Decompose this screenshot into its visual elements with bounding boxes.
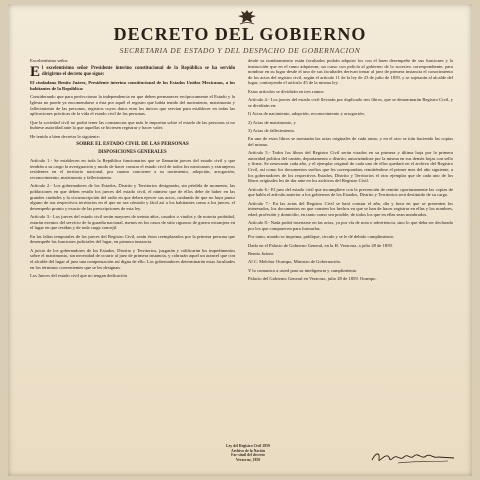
right-paragraph-16: Y lo comunico a usted para su inteligencia y cumplimiento. (248, 267, 358, 273)
footer-imprint (178, 444, 318, 462)
preamble-paragraph: El ciudadano Benito Juárez, Presidente interino constitucional de los Estados Unidos Mexicanos, a los habitantes de la República: (30, 80, 235, 91)
drop-cap-letter: E (30, 64, 41, 81)
right-paragraph-5: 2) Actas de matrimonio, y (248, 119, 296, 125)
right-paragraph-13: Dado en el Palacio de Gobierno General, en la H. Veracruz, a julio 28 de 1859. (248, 242, 393, 248)
footer-line-3: Fac-símil del decreto (231, 453, 265, 458)
right-paragraph-15: Al C. Melchor Ocampo, Ministro de Gobernación. (248, 259, 342, 265)
salutation: Excelentísimo señor. (30, 58, 69, 63)
article-3: Artículo 3.- Los jueces del estado civil serán mayores de treinta años, casados o viudos y de notoria probidad, estarán exentos del servicio de la guardia nacional, menos en los casos de sitio riguroso de guerra extranjera en el lugar en que residan y de toda carga concejil. (30, 214, 235, 231)
handwritten-signature (368, 446, 458, 468)
left-text-column (30, 58, 235, 444)
section-subheading: DISPOSICIONES GENERALES (98, 150, 167, 156)
right-paragraph-8: Artículo 5.- Todos los libros del Registro Civil serán visados en su primera y última hoja por la primera autoridad política del cantón, departamento o distrito, autorizándose por la misma en sus demás hojas con sello y firma. Se renovarán cada año, y el ejemplar original de cada uno de ellos quedará en el archivo del Registro Civil, así como los documentos sueltos que les correspondan, remitiéndose el primer mes del año siguiente, a los gobernadores de los respectivos Estados, Distrito y Territorios el otro ejemplar que de cada uno de los libros originales les de dar ante en los archivos del Registro Civil. (248, 150, 453, 184)
decree-title: DECRETO DEL GOBIERNO (113, 24, 367, 44)
decree-sheet (8, 4, 472, 476)
right-paragraph-4: I) Actas de nacimiento, adopción, reconocimiento y arrogación. (248, 111, 365, 117)
right-text-column (248, 58, 453, 444)
article-2: Artículo 2.- Los gobernadores de los Estados, Distrito y Territorios designarán, sin pérdida de momento, las poblaciones en que deben residir los jueces del estado civil, el número que de ellos debe de haber en las grandes ciudades y la circunscripción del radio en que deben ejercer sus actos, cuidando de que no haya punto alguno de sus respectivos territorios en el que no sea cómodo y fácil así a los habitantes como a los jueces, el desempeño pronto y exacto de las prescripciones de esta ley. (30, 183, 235, 211)
article-paragraph-5: A juicio de los gobernadores de los Estados, Distrito y Territorios, juzgarán y calificarán los impedimentos sobre el matrimonio, sin necesidad de ocurrir al juez de primera instancia, y cobrarán aquel un arancel que con el alcalde del lugar al juez una compensación así digna de ello. Los gobernadores determinarán estas facultades en los términos convenientes que se les designan. (30, 247, 235, 270)
article-paragraph-4: En las faltas temporales de los jueces del Registro Civil, serán éstos reemplazados por la primera persona que desempeñe las funciones judiciales del lugar, en primera instancia. (30, 233, 235, 245)
right-paragraph-14: Benito Juárez. (248, 250, 275, 256)
footer-line-1: Ley del Registro Civil 1859 (226, 444, 270, 448)
right-paragraph-2: Estos artículos se dividirán en tres ramos: (248, 88, 325, 94)
right-paragraph-9: Artículo 6.- El juez del estado civil que incumpliere con la prevención de remitir oportunamente las copias de que habla el artículo anterior a los gobiernos de los Estados, Distrito y Territorios será destituido de su cargo. (248, 186, 453, 198)
article-paragraph-6: Los Jueces del estado civil que no tengan dedicación (30, 272, 127, 278)
right-paragraph-10: Artículo 7.- En las actas del Registro Civil se hará constar el año, día y hora en que se presenten los interesados, los documentos en que consten los hechos en que se han de hacer registrar en ellas y los nombres, edad, profesión y domicilio, en tanto como sea posible, de todos los que en ellas sean nombrados. (248, 200, 453, 217)
right-paragraph-1: desde su nombramiento están facultados podrán adquirir los con el buen desempeño de sus funciones y la instrucción que en el ramo adquieran, un curso con policía al gobierno de lo sucesivo correspondiente, para nombrar en su lugar desde el uno de sus facultades derivan tomar al juez de primera instancia el conocimiento de los actos del registro civil, según el artículo 11 de la ley de 23 de julio de 1859, y se sujetarán al alcalde del lugar, contrayendo el artículo 45 de la misma ley. (248, 58, 453, 86)
considerando-1: Considerando que para perfeccionar la independencia en que deben permanecer recíprocamente el Estado y la Iglesia no puede ya encomendarse a ésta por aquél el registro que había tenido del nacimiento, matrimonio y fallecimiento de las personas, registros cuyos datos eran los únicos que servían para establecer en todas las aplicaciones prácticas de la vida el estado civil de las personas. (30, 94, 235, 117)
opening-text: l excelentísimo señor Presidente interino constitucional de la República se ha servido dirigirme el decreto que sigue: (42, 66, 235, 77)
article-1: Artículo 1.- Se establecen en toda la República funcionarios que se llamarán jueces del estado civil y que tendrán a su cargo la averiguación y modo de hacer constar el estado civil de todos los mexicanos y extranjeros residentes en el territorio nacional, por cuanto concierne a su nacimiento, adopción, arrogación, reconocimiento, matrimonio y fallecimiento. (30, 158, 235, 181)
section-heading: SOBRE EL ESTADO CIVIL DE LAS PERSONAS (76, 141, 189, 148)
right-paragraph-11: Artículo 8.- Nada podrá insertarse en las actas, ya por vía de nota o advertencia, sino lo que deba ser declarado por los que comparecen para formarlas. (248, 220, 453, 231)
decree-subtitle: SECRETARIA DE ESTADO Y DEL DESPACHO DE GOBERNACION (119, 46, 361, 55)
right-paragraph-3: Artículo 4.- Los jueces del estado civil llevarán por duplicado tres libros, que se denominarán Registro Civil, y se dividirán en: (248, 97, 453, 108)
right-paragraph-12: Por tanto, mando se imprima, publique, circule y se le dé debido cumplimiento. (248, 234, 395, 240)
right-paragraph-7: En uno de estos libros se asentarán las actas originales de cada ramo, y en el otro se irán haciendo las copias del mismo. (248, 136, 453, 147)
footer-line-4: Veracruz, 1859 (235, 457, 261, 462)
right-paragraph-6: 3) Actas de fallecimiento. (248, 127, 296, 133)
opening-paragraph (30, 64, 235, 81)
footer-line-2: Archivo de la Nación (231, 448, 265, 453)
right-paragraph-17: Palacio del Gobierno General en Veracruz, julio 28 de 1859. Ocampo. (248, 276, 377, 282)
decreto-intro: He tenido a bien decretar lo siguiente: (30, 133, 100, 139)
considerando-2: Que la sociedad civil no podrá tener las constancias que más le importan sobre el estado de las personas si no hubiese autoridad ante la que aquellas se hiciesen registrar y hacer valer. (30, 119, 235, 131)
